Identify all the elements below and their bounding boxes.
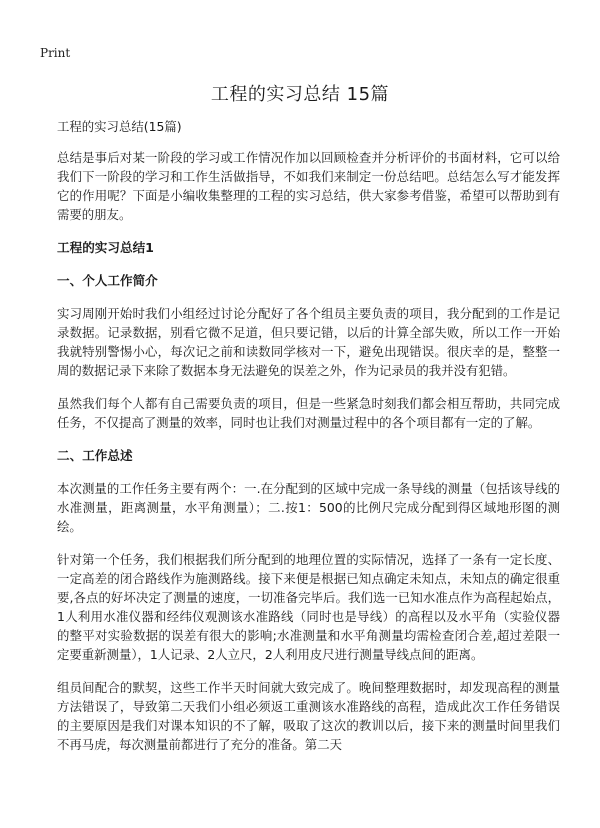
paragraph: 针对第一个任务，我们根据我们所分配到的地理位置的实际情况，选择了一条有一定长度、一定高差的闭合路线作为施测路线。接下来便是根据已知点确定未知点，未知点的确定很重要,各点的好坏决定了测量的速度，一切准备完毕后。我们选一已知水准点作为高程起始点，1人利用水准仪器和经纬仪观测该水准路线（同时也是导线）的高程以及水平角（实验仪器的整平对实验数据的误差有很大的影响;水准测量和水平角测量均需检查闭合差,超过差限一定要重新测量），1人记录、2人立尺，2人利用皮尺进行测量导线点间的距离。 — [57, 552, 560, 662]
document-subtitle: 工程的实习总结(15篇) — [57, 119, 182, 134]
heading-personal-work: 一、个人工作简介 — [57, 273, 158, 288]
paragraph: 本次测量的工作任务主要有两个：一.在分配到的区域中完成一条导线的测量（包括该导线的水准测量，距离测量，水平角测量）；二.按1：500的比例尺完成分配到得区域地形图的测绘。 — [57, 481, 560, 534]
page-title: 工程的实习总结 15篇 — [210, 84, 390, 105]
section-title: 工程的实习总结1 — [57, 240, 154, 255]
print-link[interactable]: Print — [40, 46, 71, 60]
heading-work-overview: 二、工作总述 — [57, 448, 133, 463]
intro-paragraph: 总结是事后对某一阶段的学习或工作情况作加以回顾检查并分析评价的书面材料，它可以给我们下一阶段的学习和工作生活做指导，不如我们来制定一份总结吧。总结怎么写才能发挥它的作用呢？下面是小编收集整理的工程的实习总结，供大家参考借鉴，希望可以帮助到有需要的朋友。 — [57, 150, 560, 222]
paragraph: 组员间配合的默契，这些工作半天时间就大致完成了。晚间整理数据时，却发现高程的测量方法错误了，导致第二天我们小组必须返工重测该水准路线的高程，造成此次工作任务错误的主要原因是我们对课本知识的不了解，吸取了这次的教训以后，接下来的测量时间里我们不再马虎，每次测量前都进行了充分的准备。第二天 — [57, 680, 560, 752]
paragraph: 实习周刚开始时我们小组经过讨论分配好了各个组员主要负责的项目，我分配到的工作是记录数据。记录数据，别看它微不足道，但只要记错，以后的计算全部失败，所以工作一开始我就特别警惕小心，每次记之前和读数同学核对一下，避免出现错误。很庆幸的是，整整一周的数据记录下来除了数据本身无法避免的误差之外，作为记录员的我并没有犯错。 — [57, 306, 560, 378]
paragraph: 虽然我们每个人都有自己需要负责的项目，但是一些紧急时刻我们都会相互帮助，共同完成任务，不仅提高了测量的效率，同时也让我们对测量过程中的各个项目都有一定的了解。 — [57, 396, 560, 430]
document-body — [57, 117, 560, 768]
